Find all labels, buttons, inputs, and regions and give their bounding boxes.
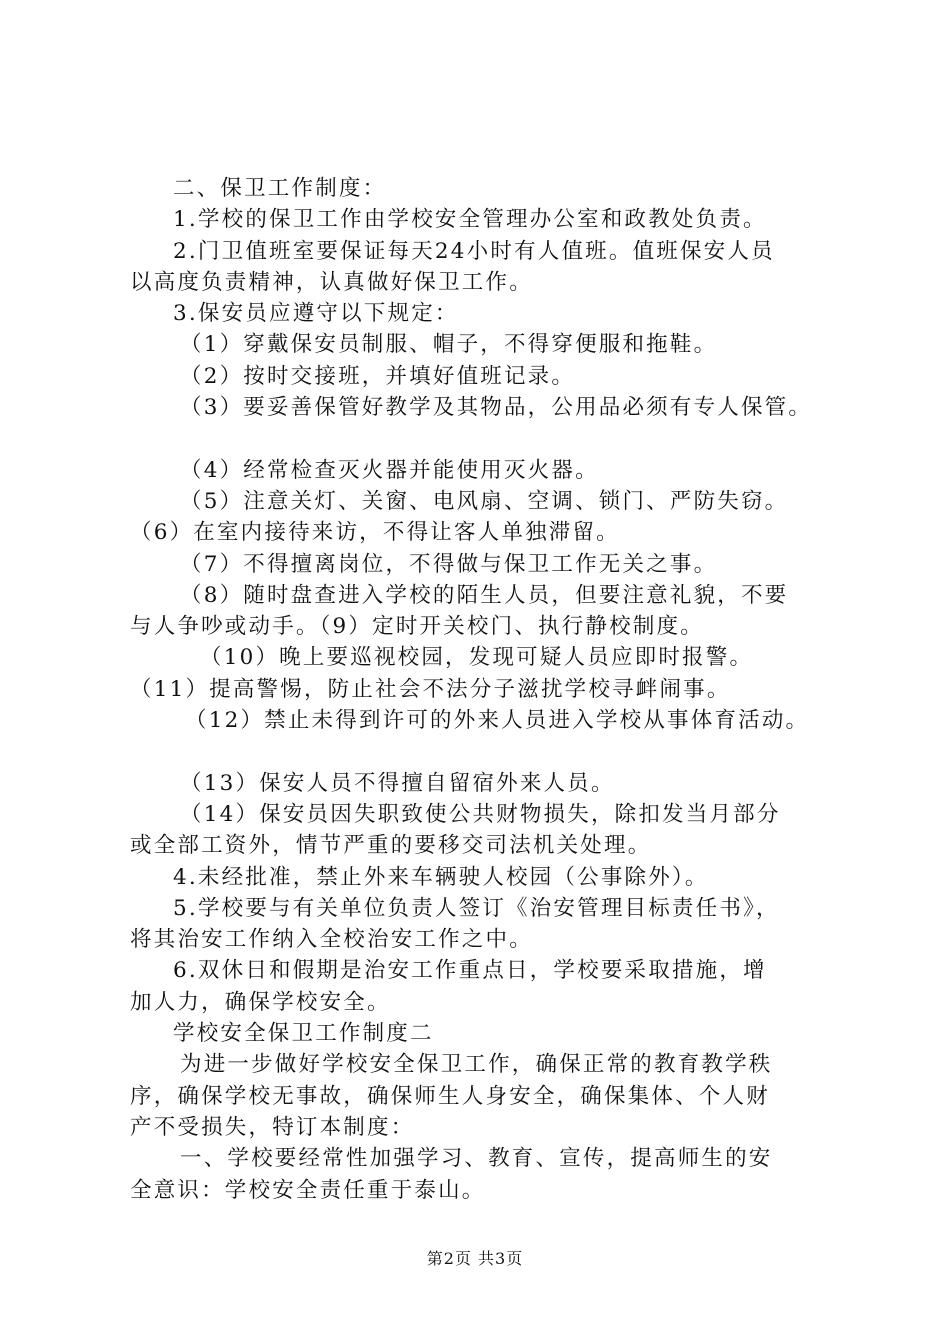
paragraph-line: 1.学校的保卫工作由学校安全管理办公室和政教处负责。 [173,207,767,233]
blank-line [130,423,845,454]
list-item: 或全部工资外，情节严重的要移交司法机关处理。 [130,833,652,859]
paragraph-line: 产不受损失，特订本制度： [130,1114,415,1140]
document-body [130,173,845,1206]
list-item: （1）穿戴保安员制服、帽子，不得穿便服和拖鞋。 [180,332,718,358]
blank-line [130,736,845,767]
list-item: 与人争吵或动手。（9）定时开关校门、执行静校制度。 [130,614,704,640]
list-item: （2）按时交接班，并填好值班记录。 [180,363,576,389]
paragraph-line: 4.未经批准，禁止外来车辆驶人校园（公事除外）。 [173,864,709,890]
paragraph-line: 5.学校要与有关单位负责人签订《治安管理目标责任书》， [173,895,780,921]
paragraph-line: 以高度负责精神，认真做好保卫工作。 [130,269,533,295]
list-item: （6）在室内接待来访，不得让客人单独滞留。 [130,520,620,546]
paragraph-line: 全意识：学校安全责任重于泰山。 [130,1177,486,1203]
section-heading: 二、保卫工作制度： [173,176,387,201]
paragraph-line: 为进一步做好学校安全保卫工作，确保正常的教育教学秩 [180,1052,773,1078]
list-item: （13）保安人员不得擅自留宿外来人员。 [180,770,615,796]
list-item: （3）要妥善保管好教学及其物品，公用品必须有专人保管。 [180,395,813,421]
paragraph-line: 加人力，确保学校安全。 [130,989,391,1015]
paragraph-line: 6.双休日和假期是治安工作重点日，学校要采取措施，增 [173,958,767,984]
paragraph-line: 2.门卫值班室要保证每天24小时有人值班。值班保安人员 [173,238,775,264]
list-item: （5）注意关灯、关窗、电风扇、空调、锁门、严防失窃。 [180,488,789,514]
list-item: （7）不得擅离岗位，不得做与保卫工作无关之事。 [180,551,718,577]
paragraph-line: 序，确保学校无事故，确保师生人身安全，确保集体、个人财 [130,1083,770,1109]
list-item: （14）保安员因失职致使公共财物损失，除扣发当月部分 [180,801,781,827]
list-item: （8）随时盘查进入学校的陌生人员，但要注意礼貌，不要 [180,582,789,608]
list-item: （10）晚上要巡视校园，发现可疑人员应即时报警。 [200,645,754,671]
list-item: （11）提高警惕，防止社会不法分子滋扰学校寻衅闹事。 [130,676,731,702]
page-footer: 第2页 共3页 [426,1249,524,1268]
list-item: （4）经常检查灭火器并能使用灭火器。 [180,457,599,483]
list-item: （12）禁止未得到许可的外来人员进入学校从事体育活动。 [185,708,810,734]
paragraph-line: 一、学校要经常性加强学习、教育、宣传，提高师生的安 [180,1146,773,1172]
section-title: 学校安全保卫工作制度二 [173,1021,434,1047]
paragraph-line: 3.保安员应遵守以下规定： [173,301,459,327]
paragraph-line: 将其治安工作纳入全校治安工作之中。 [130,927,533,953]
